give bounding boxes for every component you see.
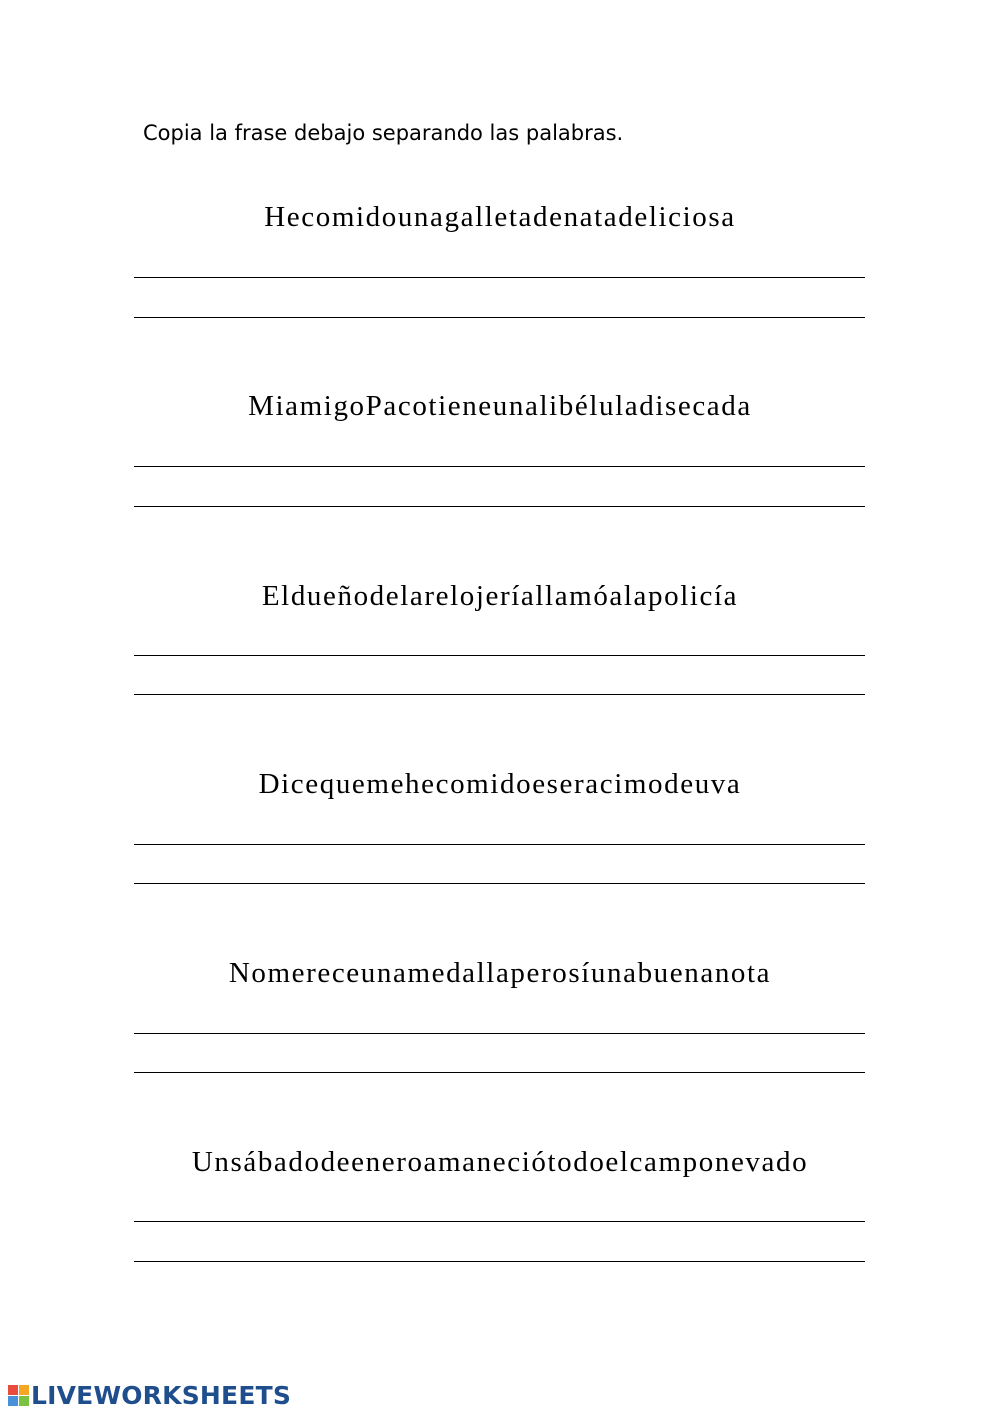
scrambled-sentence-6: Unsábadodeeneroamaneciótodoelcamponevado [191,1146,809,1178]
logo-square-red [8,1385,18,1395]
answer-line-4b[interactable] [134,883,865,884]
answer-line-5b[interactable] [134,1072,865,1073]
answer-line-6a[interactable] [134,1221,865,1222]
scrambled-sentence-1: Hecomidounagalletadenatadeliciosa [264,201,736,233]
answer-line-6b[interactable] [134,1261,865,1262]
scrambled-sentence-2: MiamigoPacotieneunalibéluladisecada [248,390,752,422]
scrambled-sentence-3: Eldueñodelarelojeríallamóalapolicía [261,580,739,612]
logo-square-green [19,1396,29,1406]
scrambled-sentence-5: Nomereceunamedallaperosíunabuenanota [228,957,772,989]
answer-line-2b[interactable] [134,506,865,507]
logo-text: LIVEWORKSHEETS [31,1380,292,1410]
liveworksheets-logo[interactable] [8,1381,291,1409]
answer-line-2a[interactable] [134,466,865,467]
answer-line-5a[interactable] [134,1033,865,1034]
answer-line-1b[interactable] [134,317,865,318]
logo-square-blue [8,1396,18,1406]
logo-square-orange [19,1385,29,1395]
instruction-text: Copia la frase debajo separando las palabras. [143,121,624,145]
answer-line-3b[interactable] [134,694,865,695]
logo-grid-icon [8,1385,29,1406]
answer-line-1a[interactable] [134,277,865,278]
answer-line-4a[interactable] [134,844,865,845]
scrambled-sentence-4: Dicequemehecomidoeseracimodeuva [258,768,742,800]
answer-line-3a[interactable] [134,655,865,656]
